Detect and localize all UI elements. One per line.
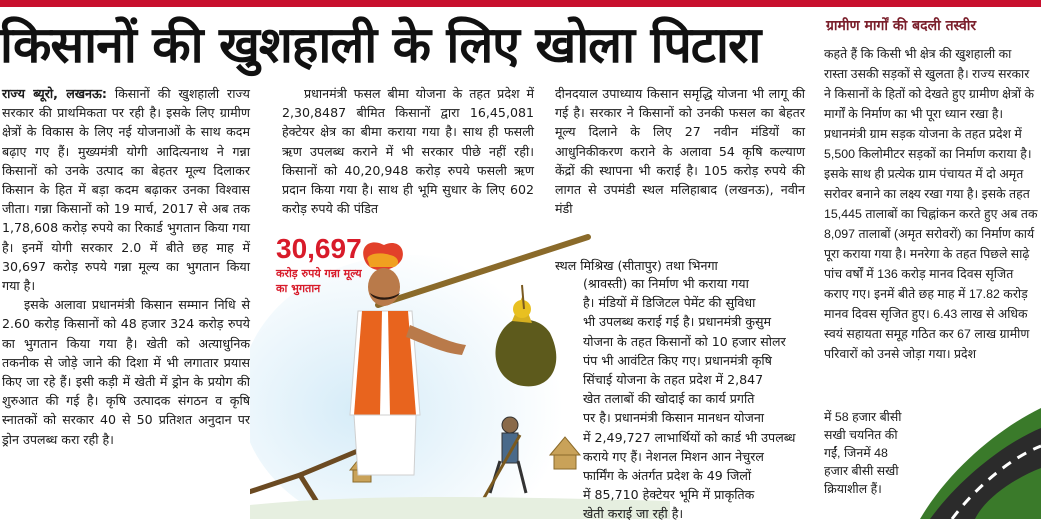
col3-line: योजना के तहत किसानों को 10 हजार सोलर (583, 333, 786, 349)
col3-line: (श्रावस्ती) का निर्माण भी कराया गया (583, 276, 749, 291)
col3-lower-block (583, 274, 805, 524)
byline: राज्य ब्यूरो, लखनऊ: (2, 86, 107, 101)
article-column-2 (282, 84, 534, 218)
road-illustration (920, 398, 1041, 519)
col3-line: कराये गए हैं। नेशनल मिशन आन नेचुरल (583, 448, 764, 464)
col1-text-1: किसानों की खुशहाली राज्य सरकार की प्राथमिकता पर रही है। इसके लिए ग्रामीण क्षेत्रों के विकास के लिए नई योजनाओं के साथ कदम बढ़ाए गए हैं। मुख्यमंत्री योगी आदित्यनाथ ने गन्ना किसानों को उनके उत्पाद का बेहतर मूल्य दिलाकर किसान के हित में बड़ा कदम बढ़ाकर उनका विश्वास जीता। गन्ना किसानों को 19 मार्च, 2017 से अब तक 1,78,608 करोड़ रुपये का रिकार्ड भुगतान किया गया है। इनमें योगी सरकार 2.0 में बीते छह माह में 30,697 करोड़ रुपये गन्ना मूल्य का भुगतान किया गया है। (2, 86, 250, 294)
top-accent-bar (0, 0, 1041, 7)
article-column-3 (555, 84, 805, 273)
callout-number: 30,697 (276, 233, 362, 264)
col3-line: फार्मिंग के अंतर्गत प्रदेश के 49 जिलों (583, 468, 752, 484)
col3-line: स्थल मिश्रिख (सीतापुर) तथा भिनगा (555, 258, 718, 273)
col3-line: है। मंडियों में डिजिटल पेमेंट की सुविधा (583, 295, 756, 311)
sidebar-title: ग्रामीण मार्गों की बदली तस्वीर (826, 18, 977, 34)
col1-paragraph-2: इसके अलावा प्रधानमंत्री किसान सम्मान निधि से 2.60 करोड़ किसानों को 48 हजार 324 करोड़ रुपये का भुगतान किया गया है। खेती को अत्याधुनिक तकनीक से जोड़े जाने की दिशा में भी लगातार प्रयास किए जा रहे हैं। इसी कड़ी में खेती में ड्रोन के प्रयोग की शुरुआत की गई है। कृषि उत्पादक संगठन व कृषि स्नातकों को सरकार 40 से 50 प्रतिशत अनुदान पर ड्रोन उपलब्ध करा रही है। (2, 297, 250, 447)
col1-paragraph-1 (2, 84, 250, 295)
col3-paragraph-1: दीनदयाल उपाध्याय किसान समृद्धि योजना भी लागू की गई है। सरकार ने किसानों को उनकी फसल का बेहतर मूल्य दिलाने के लिए 27 नवीन मंडियों का आधुनिकीकरण कराने के अलावा 54 कृषि कल्याण केंद्रों की स्थापना भी कराई है। 105 करोड़ रुपये की लागत से उपमंडी स्थल मलिहाबाद (लखनऊ), नवीन मंडी (555, 86, 805, 217)
col3-line: सिंचाई योजना के तहत प्रदेश में 2,847 (583, 372, 764, 388)
col3-line: भी उपलब्ध कराई गई है। प्रधानमंत्री कुसुम (583, 314, 772, 330)
col3-line: में 85,710 हेक्टेयर भूमि में प्राकृतिक (583, 487, 755, 503)
page-headline: किसानों की खुशहाली के लिए खोला पिटारा (0, 16, 761, 74)
article-column-1 (2, 84, 250, 449)
col3-line: पंप भी आवंटित किए गए। प्रधानमंत्री कृषि (583, 352, 772, 368)
col3-line: खेती कराई जा रही है। (583, 506, 684, 522)
col3-line: पर है। प्रधानमंत्री किसान मानधन योजना (583, 410, 765, 426)
col3-line: खेत तलाबों की खोदाई का कार्य प्रगति (583, 391, 755, 407)
sidebar-body-continued: में 58 हजार बीसी सखी चयनित की गईं, जिनमें 48 हजार बीसी सखी क्रियाशील हैं। (824, 410, 902, 496)
sidebar-body: कहते हैं कि किसी भी क्षेत्र की खुशहाली का रास्ता उसकी सड़कों से खुलता है। राज्य सरकार ने किसानों के हितों को देखते हुए ग्रामीण क्षेत्रों के मार्गों के निर्माण का भी पूरा ध्यान रखा है। प्रधानमंत्री ग्राम सड़क योजना के तहत प्रदेश में 5,500 किलोमीटर सड़कों का निर्माण कराया है। इसके साथ ही प्रत्येक ग्राम पंचायत में दो अमृत सरोवर बनाने का लक्ष्य रखा गया है। इसके तहत 15,445 तालाबों का चिह्नांकन करते हुए अब तक 8,097 तालाबों (अमृत सरोवरों) का निर्माण कार्य पूरा कराया गया है। मनरेगा के तहत पिछले साढ़े पांच वर्षों में 136 करोड़ मानव दिवस सृजित कराए गए। इनमें बीते छह माह में 17.82 करोड़ मानव दिवस सृजित हुए। 6.43 लाख से अधिक स्वयं सहायता समूह गठित कर 67 लाख ग्रामीण परिवारों को उनसे जोड़ा गया। प्रदेश (824, 47, 1038, 361)
col2-paragraph-1: प्रधानमंत्री फसल बीमा योजना के तहत प्रदेश में 2,30,8487 बीमित किसानों द्वारा 16,45,081 हेक्टेयर क्षेत्र का बीमा कराया गया है। साथ ही फसली ऋण उपलब्ध कराने में भी सरकार पीछे नहीं रही। किसानों को 40,20,948 करोड़ रुपये फसली ऋण प्रदान किया गया है। साथ ही भूमि सुधार के लिए 602 करोड़ रुपये की पंडित (282, 86, 534, 217)
callout-caption: करोड़ रुपये गन्ना मूल्य का भुगतान (276, 267, 362, 295)
col3-line: में 2,49,727 लाभार्थियों को कार्ड भी उपलब्ध (583, 429, 796, 445)
